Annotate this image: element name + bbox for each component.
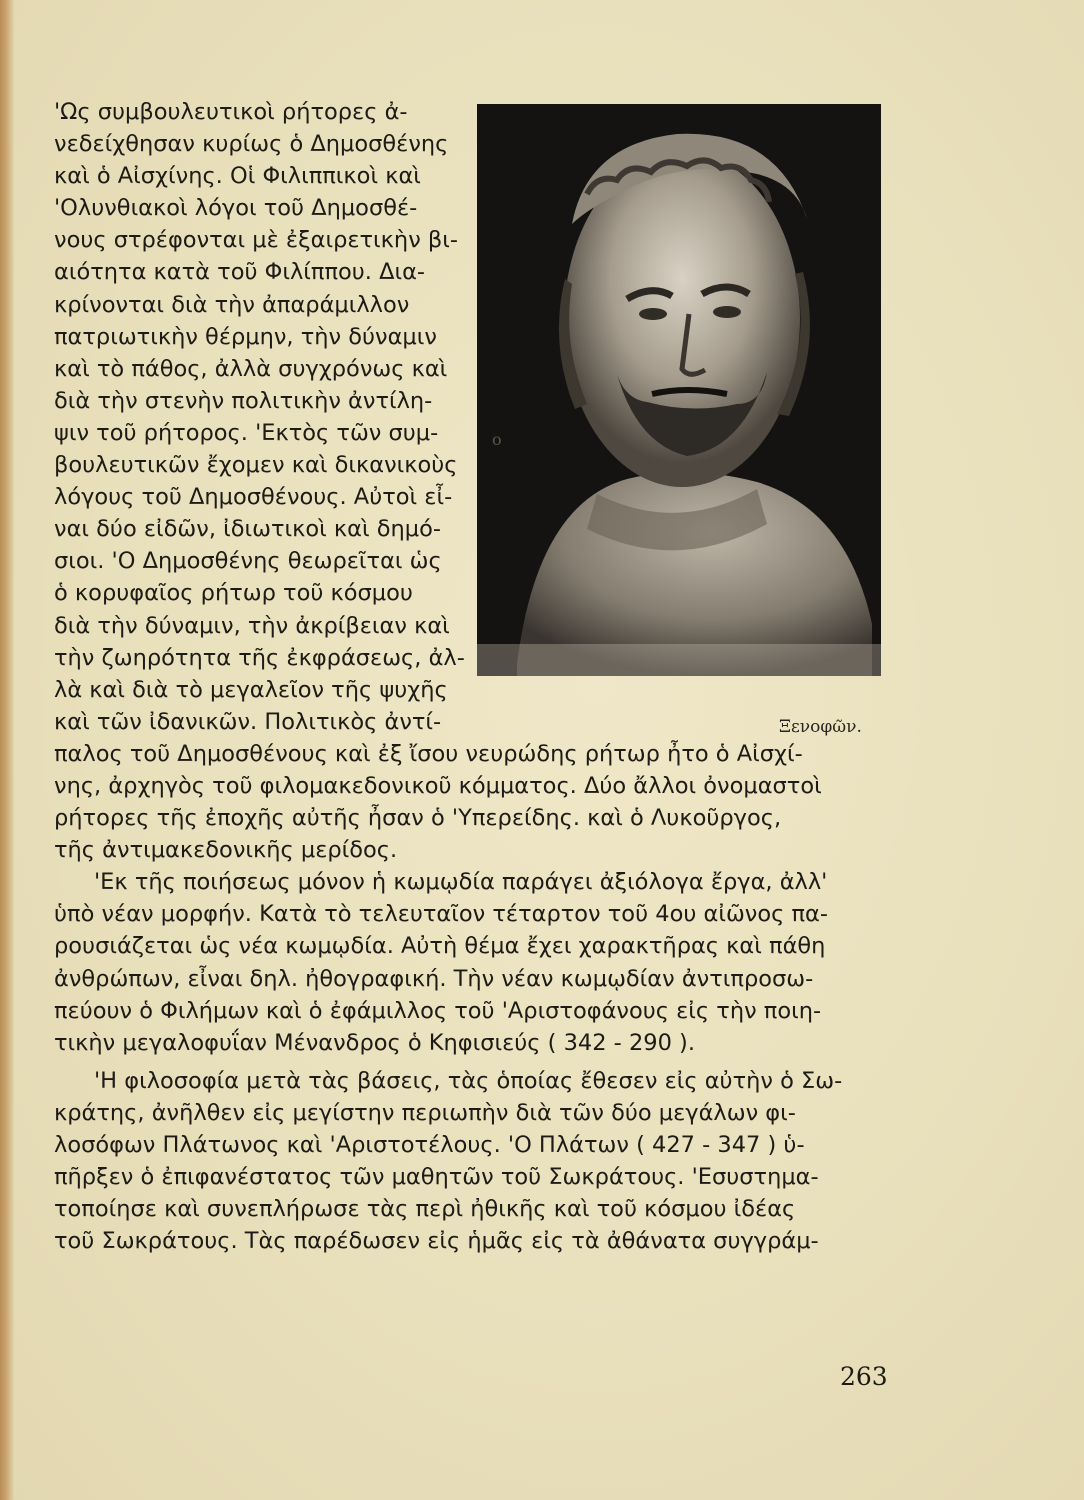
text-line: πῆρξεν ὁ ἐπιφανέστατος τῶν μαθητῶν τοῦ Σωκράτους. 'Εσυστημα- (54, 1164, 819, 1191)
text-line: τικὴν μεγαλοφυΐαν Μένανδρος ὁ Κηφισιεύς ( 342 - 290 ). (54, 1029, 695, 1056)
text-line: λόγους τοῦ Δημοσθένους. Αὐτοὶ εἶ- (54, 484, 453, 511)
paragraph-philosophy (54, 1065, 896, 1258)
stray-mark: o (492, 430, 502, 449)
text-line: καὶ ὁ Αἰσχίνης. Οἱ Φιλιππικοὶ καὶ (54, 163, 421, 190)
text-line: νους στρέφονται μὲ ἐξαιρετικὴν βι- (54, 227, 459, 254)
text-line: ψιν τοῦ ρήτορος. 'Εκτὸς τῶν συμ- (54, 419, 439, 446)
text-line: πεύουν ὁ Φιλήμων καὶ ὁ ἐφάμιλλος τοῦ 'Αριστοφάνους εἰς τὴν ποιη- (54, 997, 822, 1024)
text-line: 'Εκ τῆς ποιήσεως μόνον ἡ κωμῳδία παράγει ἀξιόλογα ἔργα, ἀλλ' (94, 869, 828, 896)
text-line: ρουσιάζεται ὡς νέα κωμῳδία. Αὐτὴ θέμα ἔχει χαρακτῆρας καὶ πάθη (54, 933, 826, 960)
text-line: 'Ως συμβουλευτικοὶ ρήτορες ἀ- (54, 99, 408, 125)
text-line: τοποίησε καὶ συνεπλήρωσε τὰς περὶ ἠθικῆς καὶ τοῦ κόσμου ἰδέας (54, 1196, 796, 1223)
text-line: ρήτορες τῆς ἐποχῆς αὐτῆς ἦσαν ὁ 'Υπερείδης. καὶ ὁ Λυκοῦργος, (54, 805, 782, 832)
text-line: τῆς ἀντιμακεδονικῆς μερίδος. (54, 837, 398, 864)
text-line: παλος τοῦ Δημοσθένους καὶ ἐξ ἴσου νευρώδης ρήτωρ ἦτο ὁ Αἰσχί- (54, 740, 803, 767)
text-line: ναι δύο εἰδῶν, ἰδιωτικοὶ καὶ δημό- (54, 516, 441, 543)
text-line: καὶ τῶν ἰδανικῶν. Πολιτικὸς ἀντί- (54, 708, 442, 735)
text-line: βουλευτικῶν ἔχομεν καὶ δικανικοὺς (54, 452, 458, 479)
text-line: νης, ἀρχηγὸς τοῦ φιλομακεδονικοῦ κόμματος. Δύο ἄλλοι ὀνομαστοὶ (54, 772, 822, 799)
paragraph-comedy (54, 866, 896, 1059)
text-line: διὰ τὴν στενὴν πολιτικὴν ἀντίλη- (54, 387, 433, 414)
binding-edge (0, 0, 14, 1500)
wrapped-paragraph (54, 96, 896, 738)
text-line: αιότητα κατὰ τοῦ Φιλίππου. Δια- (54, 259, 426, 286)
text-line: 'Η φιλοσοφία μετὰ τὰς βάσεις, τὰς ὁποίας ἔθεσεν εἰς αὐτὴν ὁ Σω- (94, 1067, 843, 1094)
text-line: τὴν ζωηρότητα τῆς ἐκφράσεως, ἀλ- (54, 644, 465, 671)
page-number: 263 (840, 1362, 888, 1391)
text-line: ὑπὸ νέαν μορφήν. Κατὰ τὸ τελευταῖον τέταρτον τοῦ 4ου αἰῶνος πα- (54, 901, 828, 928)
text-line: ὁ κορυφαῖος ρήτωρ τοῦ κόσμου (54, 580, 413, 607)
text-line: καὶ τὸ πάθος, ἀλλὰ συγχρόνως καὶ (54, 355, 448, 382)
text-line: κρίνονται διὰ τὴν ἀπαράμιλλον (54, 291, 410, 318)
text-line: πατριωτικὴν θέρμην, τὴν δύναμιν (54, 323, 437, 350)
text-line: νεδείχθησαν κυρίως ὁ Δημοσθένης (54, 131, 449, 158)
body-text (54, 96, 896, 1257)
text-line: 'Ολυνθιακοὶ λόγοι τοῦ Δημοσθέ- (54, 195, 418, 222)
text-line: σιοι. 'Ο Δημοσθένης θεωρεῖται ὡς (54, 548, 442, 575)
figure-caption: Ξενοφῶν. (779, 717, 862, 737)
text-line: τοῦ Σωκράτους. Τὰς παρέδωσεν εἰς ἡμᾶς εἰς τὰ ἀθάνατα συγγράμ- (54, 1228, 819, 1255)
text-line: λοσόφων Πλάτωνος καὶ 'Αριστοτέλους. 'Ο Πλάτων ( 427 - 347 ) ὑ- (54, 1132, 805, 1158)
text-line: διὰ τὴν δύναμιν, τὴν ἀκρίβειαν καὶ (54, 612, 450, 639)
text-line: ἀνθρώπων, εἶναι δηλ. ἠθογραφική. Τὴν νέαν κωμῳδίαν ἀντιπροσω- (54, 965, 814, 992)
text-line: λὰ καὶ διὰ τὸ μεγαλεῖον τῆς ψυχῆς (54, 676, 448, 703)
paragraph-rhetors-continued (54, 738, 896, 866)
text-line: κράτης, ἀνῆλθεν εἰς μεγίστην περιωπὴν διὰ τῶν δύο μεγάλων φι- (54, 1099, 796, 1126)
